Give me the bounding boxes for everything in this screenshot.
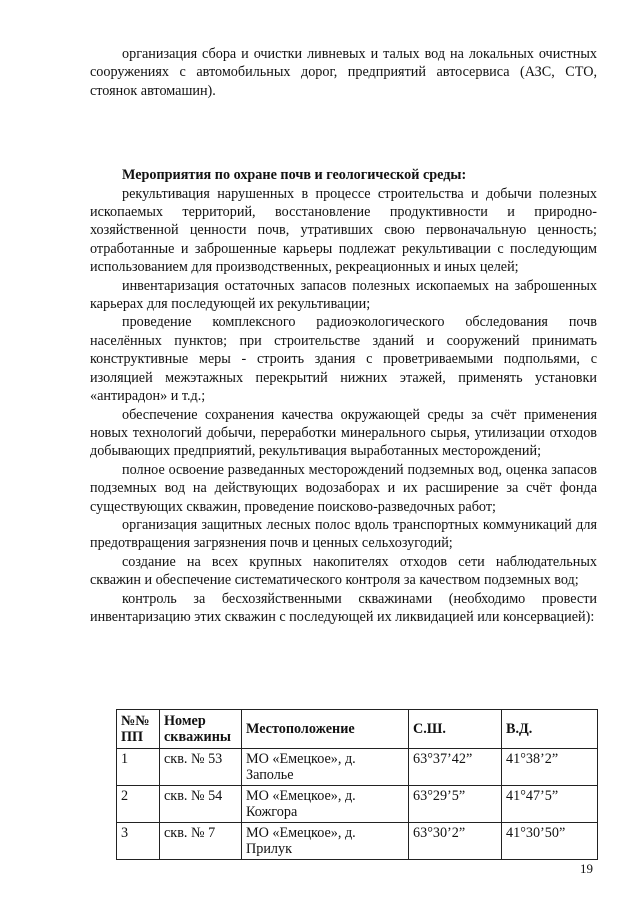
paragraph: организация защитных лесных полос вдоль транспортных коммуникаций для предотвращения загрязнения почв и ценных сельхозугодий;: [90, 516, 597, 552]
cell-longitude: 41°30’50”: [502, 823, 598, 860]
cell-number: 2: [117, 786, 160, 823]
cell-well: скв. № 7: [160, 823, 242, 860]
cell-location: МО «Емецкое», д. Прилук: [242, 823, 409, 860]
paragraph: обеспечение сохранения качества окружающей среды за счёт применения новых технологий добычи, переработки минерального сырья, утилизации отходов добывающих предприятий, рекультивация выработанных месторождений;: [90, 406, 597, 460]
header-location: Местоположение: [242, 710, 409, 749]
cell-latitude: 63°37’42”: [409, 749, 502, 786]
table-row: [117, 823, 598, 860]
cell-number: 1: [117, 749, 160, 786]
page-number: 19: [580, 861, 593, 876]
paragraph: полное освоение разведанных месторождений подземных вод, оценка запасов подземных вод на действующих водозаборах и их расширение за счёт фонда существующих скважин, проведение поисково-разведочных работ;: [90, 461, 597, 515]
cell-longitude: 41°38’2”: [502, 749, 598, 786]
header-number: №№ ПП: [117, 710, 160, 749]
cell-location: МО «Емецкое», д. Заполье: [242, 749, 409, 786]
table-row: [117, 786, 598, 823]
table-row: [117, 749, 598, 786]
paragraph: контроль за бесхозяйственными скважинами (необходимо провести инвентаризацию этих скважин с последующей их ликвидацией или консервацией):: [90, 590, 597, 625]
cell-location: МО «Емецкое», д. Кожгора: [242, 786, 409, 823]
header-longitude: В.Д.: [502, 710, 598, 749]
section-heading: Мероприятия по охране почв и геологической среды:: [122, 167, 467, 184]
table-header-row: [117, 710, 598, 749]
cell-number: 3: [117, 823, 160, 860]
wells-table: [116, 709, 598, 860]
paragraph: рекультивация нарушенных в процессе строительства и добычи полезных ископаемых территорий, восстановление продуктивности и природно-хозяйственной ценности почв, утративших свою первоначальную ценность; отработанные и заброшенные карьеры подлежат рекультивации с последующим использованием для производственных, рекреационных и иных целей;: [90, 185, 597, 276]
cell-well: скв. № 53: [160, 749, 242, 786]
cell-latitude: 63°29’5”: [409, 786, 502, 823]
paragraph: создание на всех крупных накопителях отходов сети наблюдательных скважин и обеспечение систематического контроля за качеством подземных вод;: [90, 553, 597, 589]
cell-longitude: 41°47’5”: [502, 786, 598, 823]
document-body: [90, 45, 597, 626]
intro-paragraph: организация сбора и очистки ливневых и талых вод на локальных очистных сооружениях с автомобильных дорог, предприятий автосервиса (АЗС, СТО, стоянок автомашин).: [90, 46, 597, 99]
header-latitude: С.Ш.: [409, 710, 502, 749]
paragraph: инвентаризация остаточных запасов полезных ископаемых на заброшенных карьерах для последующей их рекультивации;: [90, 277, 597, 313]
paragraph: проведение комплексного радиоэкологического обследования почв населённых пунктов; при строительстве зданий и сооружений принимать конструктивные меры - строить здания с проветриваемыми подпольями, с изоляцией межэтажных перекрытий нижних этажей, применять установки «антирадон» и т.д.;: [90, 314, 597, 405]
cell-latitude: 63°30’2”: [409, 823, 502, 860]
spacer: [90, 100, 597, 166]
cell-well: скв. № 54: [160, 786, 242, 823]
header-well-number: Номер скважины: [160, 710, 242, 749]
